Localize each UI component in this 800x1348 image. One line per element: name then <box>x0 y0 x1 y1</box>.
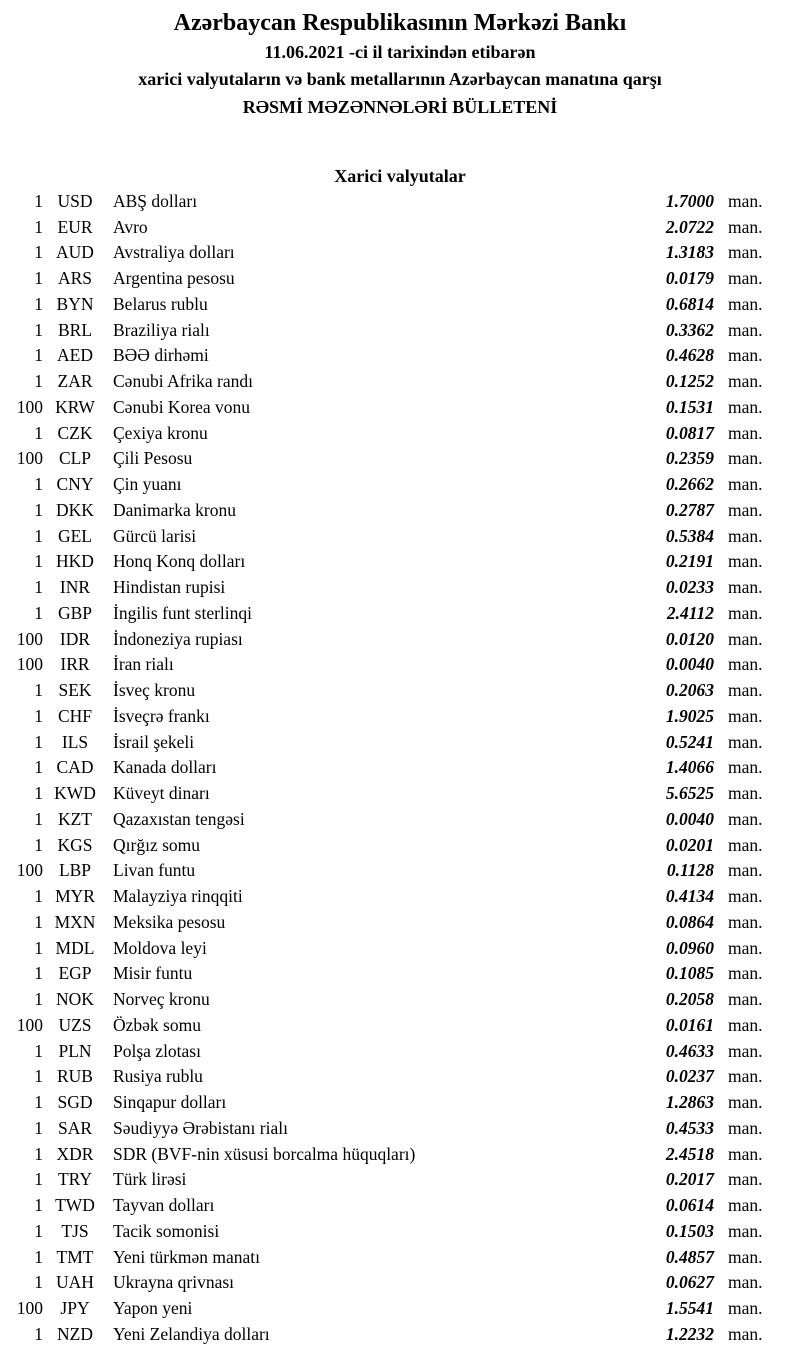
unit-label: man. <box>728 1220 763 1241</box>
quantity: 1 <box>34 989 43 1010</box>
rate-value: 0.0040 <box>665 654 714 675</box>
currency-code: ZAR <box>57 371 93 392</box>
table-row <box>0 678 800 704</box>
rate-value: 0.0614 <box>665 1195 714 1216</box>
currency-name: Honq Konq dolları <box>113 551 246 572</box>
table-row <box>0 240 800 266</box>
quantity: 1 <box>34 808 43 829</box>
unit-label: man. <box>728 1323 763 1344</box>
rate-value: 0.0864 <box>665 911 714 932</box>
currency-name: İsrail şekeli <box>113 731 195 752</box>
quantity: 1 <box>34 242 43 263</box>
table-row <box>0 627 800 653</box>
currency-code: KZT <box>57 808 93 829</box>
currency-name: Danimarka kronu <box>113 499 236 520</box>
rate-value: 1.9025 <box>665 705 714 726</box>
rate-value: 2.0722 <box>665 216 714 237</box>
currency-code: UZS <box>58 1014 92 1035</box>
currency-name: Meksika pesosu <box>113 911 226 932</box>
currency-name: İsveç kronu <box>113 680 196 701</box>
currency-code: KGS <box>57 834 93 855</box>
currency-name: Yeni Zelandiya dolları <box>113 1323 270 1344</box>
unit-label: man. <box>728 1040 763 1061</box>
rate-value: 0.4533 <box>665 1117 714 1138</box>
quantity: 1 <box>34 937 43 958</box>
rate-value: 5.6525 <box>665 783 714 804</box>
table-row <box>0 910 800 936</box>
currency-code: MXN <box>54 911 96 932</box>
currency-code: CHF <box>57 705 93 726</box>
table-row <box>0 1039 800 1065</box>
quantity: 1 <box>34 834 43 855</box>
rate-value: 0.0179 <box>665 268 714 289</box>
quantity: 1 <box>34 1272 43 1293</box>
unit-label: man. <box>728 551 763 572</box>
rate-value: 0.0201 <box>665 834 714 855</box>
currency-code: IDR <box>59 628 91 649</box>
currency-name: Misir funtu <box>113 963 193 984</box>
rate-value: 0.5241 <box>665 731 714 752</box>
table-row <box>0 858 800 884</box>
quantity: 1 <box>34 551 43 572</box>
quantity: 100 <box>16 654 43 675</box>
unit-label: man. <box>728 319 763 340</box>
unit-label: man. <box>728 834 763 855</box>
currency-name: Yapon yeni <box>113 1298 193 1319</box>
currency-name: Cənubi Korea vonu <box>113 396 251 417</box>
quantity: 1 <box>34 345 43 366</box>
rate-value: 0.2017 <box>665 1169 714 1190</box>
currency-name: Sinqapur dolları <box>113 1092 227 1113</box>
currency-code: TMT <box>56 1246 94 1267</box>
rate-value: 0.0161 <box>665 1014 714 1035</box>
currency-name: Yeni türkmən manatı <box>113 1246 260 1267</box>
currency-name: Küveyt dinarı <box>113 783 210 804</box>
unit-label: man. <box>728 1298 763 1319</box>
quantity: 100 <box>16 448 43 469</box>
currency-name: Qırğız somu <box>113 834 201 855</box>
table-row <box>0 884 800 910</box>
rate-value: 0.4134 <box>665 886 714 907</box>
unit-label: man. <box>728 422 763 443</box>
quantity: 1 <box>34 577 43 598</box>
currency-name: İngilis funt sterlinqi <box>113 602 253 623</box>
unit-label: man. <box>728 242 763 263</box>
table-row <box>0 1193 800 1219</box>
rate-value: 2.4518 <box>665 1143 714 1164</box>
section-title: Xarici valyutalar <box>334 165 466 186</box>
rate-value: 0.4633 <box>665 1040 714 1061</box>
table-row <box>0 936 800 962</box>
currency-code: XDR <box>56 1143 94 1164</box>
quantity: 1 <box>34 963 43 984</box>
rate-value: 0.6814 <box>665 293 714 314</box>
quantity: 100 <box>16 860 43 881</box>
unit-label: man. <box>728 499 763 520</box>
unit-label: man. <box>728 860 763 881</box>
currency-name: İran rialı <box>113 654 174 675</box>
unit-label: man. <box>728 1117 763 1138</box>
rate-value: 1.5541 <box>665 1298 714 1319</box>
quantity: 1 <box>34 1143 43 1164</box>
unit-label: man. <box>728 937 763 958</box>
table-row <box>0 730 800 756</box>
quantity: 1 <box>34 499 43 520</box>
rate-value: 0.4628 <box>665 345 714 366</box>
table-row <box>0 1322 800 1348</box>
currency-code: EGP <box>58 963 92 984</box>
quantity: 1 <box>34 1323 43 1344</box>
table-row <box>0 395 800 421</box>
table-row <box>0 1219 800 1245</box>
unit-label: man. <box>728 731 763 752</box>
unit-label: man. <box>728 345 763 366</box>
currency-code: AUD <box>56 242 94 263</box>
quantity: 1 <box>34 1066 43 1087</box>
quantity: 1 <box>34 1092 43 1113</box>
currency-code: MDL <box>55 937 95 958</box>
table-row <box>0 1270 800 1296</box>
bulletin-title: RƏSMİ MƏZƏNNƏLƏRİ BÜLLETENİ <box>242 96 558 117</box>
rate-value: 0.0040 <box>665 808 714 829</box>
currency-name: Avro <box>113 216 148 237</box>
table-row <box>0 704 800 730</box>
rate-value: 1.2863 <box>665 1092 714 1113</box>
currency-code: AED <box>57 345 93 366</box>
quantity: 1 <box>34 371 43 392</box>
quantity: 1 <box>34 216 43 237</box>
quantity: 100 <box>16 396 43 417</box>
rate-value: 1.2232 <box>665 1323 714 1344</box>
table-row <box>0 472 800 498</box>
table-row <box>0 755 800 781</box>
table-row <box>0 524 800 550</box>
currency-name: Çin yuanı <box>113 474 182 495</box>
unit-label: man. <box>728 190 763 211</box>
table-row <box>0 215 800 241</box>
unit-label: man. <box>728 911 763 932</box>
currency-code: TWD <box>55 1195 95 1216</box>
currency-name: Çexiya kronu <box>113 422 208 443</box>
currency-code: CLP <box>58 448 92 469</box>
table-row <box>0 498 800 524</box>
currency-code: HKD <box>56 551 94 572</box>
currency-code: KWD <box>54 783 96 804</box>
currency-name: Norveç kronu <box>113 989 210 1010</box>
currency-name: Moldova leyi <box>113 937 207 958</box>
unit-label: man. <box>728 293 763 314</box>
unit-label: man. <box>728 216 763 237</box>
table-row <box>0 292 800 318</box>
unit-label: man. <box>728 808 763 829</box>
unit-label: man. <box>728 268 763 289</box>
unit-label: man. <box>728 680 763 701</box>
quantity: 1 <box>34 1195 43 1216</box>
currency-code: KRW <box>55 396 95 417</box>
rate-value: 0.1252 <box>665 371 714 392</box>
rate-value: 1.4066 <box>665 757 714 778</box>
quantity: 1 <box>34 422 43 443</box>
unit-label: man. <box>728 448 763 469</box>
unit-label: man. <box>728 474 763 495</box>
currency-code: PLN <box>58 1040 92 1061</box>
quantity: 1 <box>34 1220 43 1241</box>
currency-name: Türk lirəsi <box>113 1169 187 1190</box>
table-row <box>0 1064 800 1090</box>
unit-label: man. <box>728 963 763 984</box>
table-row <box>0 1013 800 1039</box>
rate-value: 0.0960 <box>665 937 714 958</box>
rate-value: 0.0120 <box>665 628 714 649</box>
unit-label: man. <box>728 989 763 1010</box>
unit-label: man. <box>728 1092 763 1113</box>
unit-label: man. <box>728 654 763 675</box>
currency-code: CAD <box>56 757 94 778</box>
quantity: 1 <box>34 268 43 289</box>
rate-value: 0.2662 <box>665 474 714 495</box>
currency-name: ABŞ dolları <box>113 190 198 211</box>
quantity: 1 <box>34 474 43 495</box>
currency-name: Belarus rublu <box>113 293 208 314</box>
quantity: 1 <box>34 783 43 804</box>
table-row <box>0 549 800 575</box>
currency-code: ILS <box>61 731 89 752</box>
currency-name: Livan funtu <box>113 860 196 881</box>
quantity: 1 <box>34 1246 43 1267</box>
currency-code: BYN <box>56 293 94 314</box>
rate-value: 0.2359 <box>665 448 714 469</box>
currency-code: USD <box>57 190 93 211</box>
currency-code: IRR <box>60 654 90 675</box>
currency-name: Braziliya rialı <box>113 319 210 340</box>
currency-name: Səudiyyə Ərəbistanı rialı <box>113 1117 288 1138</box>
header <box>0 0 800 121</box>
quantity: 100 <box>16 1014 43 1035</box>
rate-value: 0.1128 <box>666 860 714 881</box>
quantity: 1 <box>34 886 43 907</box>
table-row <box>0 1142 800 1168</box>
currency-code: JPY <box>60 1298 90 1319</box>
currency-code: INR <box>59 577 91 598</box>
table-row <box>0 318 800 344</box>
rate-value: 0.1531 <box>665 396 714 417</box>
table-row <box>0 421 800 447</box>
unit-label: man. <box>728 525 763 546</box>
quantity: 1 <box>34 190 43 211</box>
rate-value: 2.4112 <box>666 602 714 623</box>
rate-value: 0.2191 <box>665 551 714 572</box>
table-row <box>0 652 800 678</box>
unit-label: man. <box>728 1169 763 1190</box>
unit-label: man. <box>728 1014 763 1035</box>
rate-value: 0.3362 <box>665 319 714 340</box>
rate-value: 0.1503 <box>665 1220 714 1241</box>
quantity: 1 <box>34 911 43 932</box>
currency-name: İsveçrə frankı <box>113 705 210 726</box>
currency-code: TJS <box>61 1220 89 1241</box>
quantity: 1 <box>34 1117 43 1138</box>
currency-code: MYR <box>55 886 95 907</box>
currency-name: SDR (BVF-nin xüsusi borcalma hüquqları) <box>113 1143 416 1164</box>
currency-name: Polşa zlotası <box>113 1040 201 1061</box>
table-row <box>0 1090 800 1116</box>
unit-label: man. <box>728 396 763 417</box>
currency-code: BRL <box>57 319 93 340</box>
table-row <box>0 781 800 807</box>
rate-value: 1.3183 <box>665 242 714 263</box>
currency-name: Özbək somu <box>113 1014 201 1035</box>
table-row <box>0 1116 800 1142</box>
currency-name: Çili Pesosu <box>113 448 193 469</box>
currency-code: RUB <box>57 1066 93 1087</box>
quantity: 100 <box>16 628 43 649</box>
unit-label: man. <box>728 602 763 623</box>
currency-code: LBP <box>58 860 92 881</box>
currency-code: UAH <box>56 1272 94 1293</box>
currency-name: Avstraliya dolları <box>113 242 235 263</box>
table-row <box>0 575 800 601</box>
currency-name: İndoneziya rupiası <box>113 628 243 649</box>
quantity: 100 <box>16 1298 43 1319</box>
date-line: 11.06.2021 -ci il tarixindən etibarən <box>264 42 536 62</box>
unit-label: man. <box>728 783 763 804</box>
quantity: 1 <box>34 293 43 314</box>
unit-label: man. <box>728 757 763 778</box>
unit-label: man. <box>728 1066 763 1087</box>
table-row <box>0 1296 800 1322</box>
currency-name: Malayziya rinqqiti <box>113 886 243 907</box>
currency-code: SAR <box>57 1117 93 1138</box>
table-row <box>0 833 800 859</box>
rate-value: 0.2787 <box>665 499 714 520</box>
unit-label: man. <box>728 886 763 907</box>
table-row <box>0 446 800 472</box>
currency-code: EUR <box>57 216 93 237</box>
currency-code: CNY <box>56 474 94 495</box>
table-row <box>0 1167 800 1193</box>
unit-label: man. <box>728 628 763 649</box>
table-row <box>0 343 800 369</box>
currency-code: DKK <box>56 499 94 520</box>
currency-code: SEK <box>58 680 92 701</box>
quantity: 1 <box>34 1040 43 1061</box>
currency-name: Argentina pesosu <box>113 268 235 289</box>
currency-name: Ukrayna qrivnası <box>113 1272 235 1293</box>
table-row <box>0 601 800 627</box>
currency-code: GBP <box>57 602 93 623</box>
quantity: 1 <box>34 731 43 752</box>
rate-value: 0.0237 <box>665 1066 714 1087</box>
currency-name: Tayvan dolları <box>113 1195 215 1216</box>
table-row <box>0 189 800 215</box>
unit-label: man. <box>728 371 763 392</box>
unit-label: man. <box>728 1195 763 1216</box>
currency-code: GEL <box>57 525 93 546</box>
currency-name: Tacik somonisi <box>113 1220 220 1241</box>
quantity: 1 <box>34 1169 43 1190</box>
currency-name: Kanada dolları <box>113 757 217 778</box>
table-row <box>0 266 800 292</box>
rate-value: 1.7000 <box>665 190 714 211</box>
currency-name: BƏƏ dirhəmi <box>113 345 209 366</box>
rate-value: 0.2058 <box>665 989 714 1010</box>
rates-table <box>0 189 800 1348</box>
quantity: 1 <box>34 602 43 623</box>
quantity: 1 <box>34 525 43 546</box>
table-row <box>0 1245 800 1271</box>
unit-label: man. <box>728 705 763 726</box>
unit-label: man. <box>728 1272 763 1293</box>
rate-value: 0.5384 <box>665 525 714 546</box>
table-row <box>0 961 800 987</box>
rate-value: 0.0233 <box>665 577 714 598</box>
rate-value: 0.4857 <box>665 1246 714 1267</box>
currency-name: Qazaxıstan tengəsi <box>113 808 245 829</box>
table-row <box>0 369 800 395</box>
rate-value: 0.2063 <box>665 680 714 701</box>
subject-line: xarici valyutaların və bank metallarının Azərbaycan manatına qarşı <box>138 69 662 90</box>
currency-code: SGD <box>57 1092 93 1113</box>
rate-value: 0.1085 <box>665 963 714 984</box>
currency-code: NZD <box>57 1323 93 1344</box>
page-title: Azərbaycan Respublikasının Mərkəzi Bankı <box>173 10 627 36</box>
currency-name: Cənubi Afrika randı <box>113 371 253 392</box>
table-row <box>0 807 800 833</box>
quantity: 1 <box>34 680 43 701</box>
quantity: 1 <box>34 319 43 340</box>
rate-value: 0.0627 <box>665 1272 714 1293</box>
unit-label: man. <box>728 1143 763 1164</box>
currency-code: TRY <box>57 1169 93 1190</box>
currency-name: Rusiya rublu <box>113 1066 203 1087</box>
currency-code: NOK <box>56 989 94 1010</box>
currency-code: CZK <box>57 422 93 443</box>
rate-value: 0.0817 <box>665 422 714 443</box>
table-row <box>0 987 800 1013</box>
unit-label: man. <box>728 577 763 598</box>
currency-code: ARS <box>57 268 93 289</box>
currency-name: Hindistan rupisi <box>113 577 226 598</box>
currency-name: Gürcü larisi <box>113 525 197 546</box>
quantity: 1 <box>34 705 43 726</box>
unit-label: man. <box>728 1246 763 1267</box>
quantity: 1 <box>34 757 43 778</box>
